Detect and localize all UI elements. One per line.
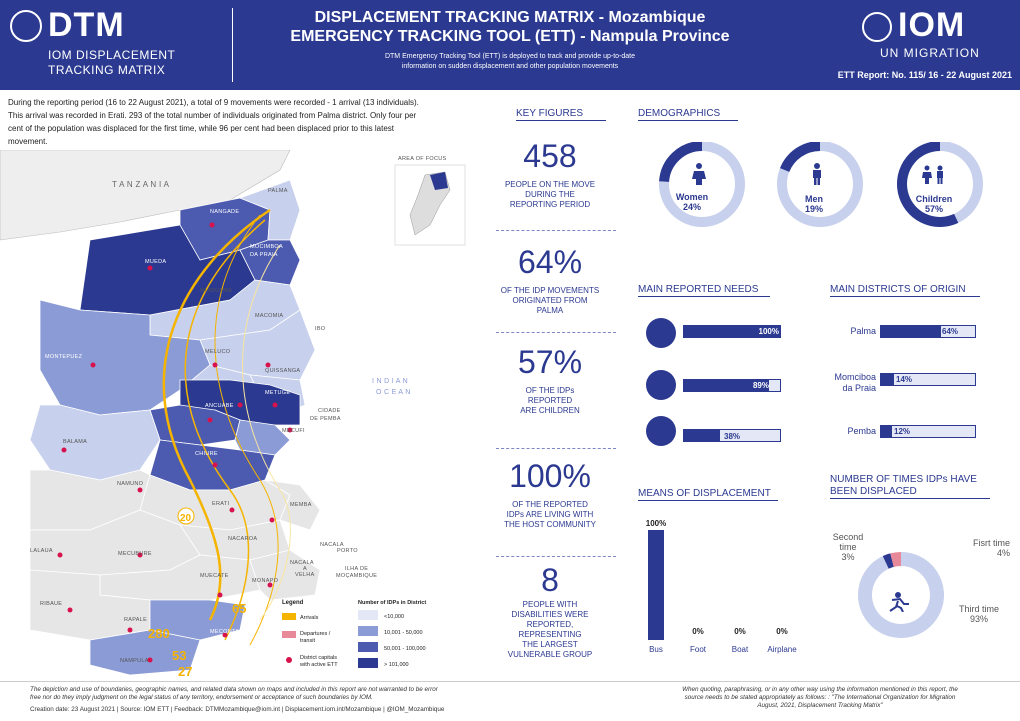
- need-value-shelter: 89%: [752, 381, 769, 390]
- svg-text:MUEDA: MUEDA: [145, 259, 167, 265]
- divider: [496, 556, 616, 557]
- svg-text:METUGE: METUGE: [265, 390, 291, 396]
- second-time-label: Second time 3%: [832, 532, 864, 562]
- means-category-label: Airplane: [767, 645, 797, 654]
- svg-text:NACALA: NACALA: [290, 560, 314, 566]
- kf-people-moving-number: 458: [523, 138, 577, 174]
- svg-text:IBO: IBO: [315, 326, 326, 332]
- first-time-label: Fisrt time 4%: [973, 538, 1010, 558]
- svg-text:Arrivals: Arrivals: [300, 615, 319, 621]
- svg-text:MELUCO: MELUCO: [205, 349, 231, 355]
- svg-text:NANGADE: NANGADE: [210, 209, 240, 215]
- credit-line: Creation date: 23 August 2021 | Source: IOM ETT | Feedback: DTMMozambique@iom.int | Displacement.iom.int/Mozambique | @IOM_Mozambique: [30, 706, 445, 713]
- need-value-food: 100%: [758, 327, 779, 336]
- svg-text:DA PRAIA: DA PRAIA: [250, 252, 278, 258]
- svg-text:MUECATE: MUECATE: [200, 573, 229, 579]
- svg-text:QUISSANGA: QUISSANGA: [265, 368, 301, 374]
- svg-text:Departures /: Departures /: [300, 631, 331, 637]
- svg-text:MONAPO: MONAPO: [252, 578, 279, 584]
- dtm-logo-subtitle: IOM DISPLACEMENT TRACKING MATRIX: [48, 48, 176, 77]
- svg-text:50,001 - 100,000: 50,001 - 100,000: [384, 646, 426, 652]
- svg-text:MECUFI: MECUFI: [282, 428, 305, 434]
- origin-value-palma: 64%: [942, 327, 959, 336]
- svg-text:Legend: Legend: [282, 600, 304, 606]
- svg-text:CHIURE: CHIURE: [195, 451, 218, 457]
- children-label: Children 57%: [915, 194, 953, 214]
- footer-divider: [0, 681, 1020, 682]
- woman-icon: [692, 163, 706, 185]
- svg-text:MECUBURE: MECUBURE: [118, 551, 152, 557]
- origin-name-pemba: Pemba: [847, 426, 876, 436]
- svg-text:10,001 - 50,000: 10,001 - 50,000: [384, 630, 423, 636]
- disclaimer: The depiction and use of boundaries, geographic names, and related data shown on maps and included in this report are not warranted to be error free nor do they imply judgment on the legal status of any territory, endorsement or acceptance of such boundaries by IOM.: [30, 686, 438, 701]
- children-icon: [922, 165, 946, 185]
- means-header: MEANS OF DISPLACEMENT: [638, 488, 778, 501]
- svg-text:BALAMA: BALAMA: [63, 439, 88, 445]
- svg-text:<10,000: <10,000: [384, 614, 405, 620]
- tanzania-label: T A N Z A N I A: [112, 180, 170, 189]
- arrival-count-nampula: 53: [172, 648, 187, 663]
- svg-text:Number of IDPs in District: Number of IDPs in District: [358, 600, 427, 606]
- women-label: Women 24%: [675, 192, 709, 212]
- kf-host-community-text: OF THE REPORTED IDPs ARE LIVING WITH THE HOST COMMUNITY: [504, 500, 596, 529]
- arrival-count-meconta: 65: [232, 601, 247, 616]
- svg-text:CIDADE: CIDADE: [318, 408, 341, 414]
- need-value-health: 38%: [724, 432, 741, 441]
- times-slice-0: [886, 560, 892, 562]
- svg-text:> 101,000: > 101,000: [384, 662, 409, 668]
- origin-value-pemba: 12%: [894, 427, 911, 436]
- men-label: Men 19%: [804, 194, 823, 214]
- origin-name-palma: Palma: [850, 326, 876, 336]
- kf-people-moving-text: PEOPLE ON THE MOVE DURING THE REPORTING PERIOD: [504, 180, 596, 209]
- origin-bar-mocimboa: [880, 373, 976, 386]
- svg-text:NACALA: NACALA: [320, 542, 344, 548]
- svg-text:ILHA DE: ILHA DE: [345, 566, 369, 572]
- svg-text:MOCIMBOA: MOCIMBOA: [250, 244, 283, 250]
- header-divider: [232, 8, 233, 82]
- svg-text:District capitals: District capitals: [300, 655, 337, 661]
- svg-text:MACOMIA: MACOMIA: [255, 313, 284, 319]
- means-bar-bus: [648, 530, 664, 640]
- dtm-logo-icon: [10, 10, 42, 42]
- svg-text:NAMUNO: NAMUNO: [117, 481, 144, 487]
- kf-children-text: OF THE IDPs REPORTED ARE CHILDREN: [520, 386, 580, 415]
- area-of-focus-label: AREA OF FOCUS: [398, 156, 447, 162]
- divider: [496, 230, 616, 231]
- kf-palma-text: OF THE IDP MOVEMENTS ORIGINATED FROM PALMA: [500, 286, 600, 315]
- means-category-label: Foot: [689, 645, 707, 654]
- svg-text:MONTEPUEZ: MONTEPUEZ: [45, 354, 83, 360]
- origin-value-mocimboa: 14%: [896, 375, 913, 384]
- origin-name-mocimboa: Momciboa da Praia: [834, 372, 876, 393]
- svg-text:A: A: [303, 566, 307, 572]
- ocean-label: I N D I A N: [372, 378, 408, 385]
- kf-children-number: 57%: [517, 344, 583, 380]
- means-of-displacement-chart: [638, 520, 798, 660]
- svg-text:LALAUA: LALAUA: [30, 548, 53, 554]
- needs-header: MAIN REPORTED NEEDS: [638, 284, 770, 297]
- svg-text:NACAROA: NACAROA: [228, 536, 258, 542]
- health-icon: [646, 416, 676, 446]
- demographics-header: DEMOGRAPHICS: [638, 108, 738, 121]
- svg-text:RAPALE: RAPALE: [124, 617, 148, 623]
- man-icon: [810, 163, 824, 185]
- svg-text:ANCUABE: ANCUABE: [205, 403, 234, 409]
- district-balama: [30, 405, 160, 480]
- food-bag-icon: [646, 318, 676, 348]
- key-figures-header: KEY FIGURES: [516, 108, 606, 121]
- citation-note: When quoting, paraphrasing, or in any other way using the information mentioned in this report, the source needs to be stated appropriately as follows: : "The International Organization for Migration August, 2021, Displacement Tracking Matrix": [682, 686, 958, 709]
- origin-bar-palma: [880, 325, 976, 338]
- times-displaced-header: NUMBER OF TIMES IDPs HAVE BEEN DISPLACED: [830, 474, 990, 499]
- ocean-label: O C E A N: [376, 389, 411, 396]
- means-value-label: 0%: [692, 627, 704, 636]
- means-category-label: Boat: [731, 645, 749, 654]
- divider: [496, 448, 616, 449]
- svg-text:ERATI: ERATI: [212, 501, 230, 507]
- arrival-count-mogovolas: 27: [178, 664, 193, 679]
- svg-text:MUIDUMBE: MUIDUMBE: [200, 288, 233, 294]
- intro-paragraph: During the reporting period (16 to 22 August 2021), a total of 9 movements were recorded - 1 arrival (13 individuals). This arrival was recorded in Erati. 293 of the total number of individuals originated from Palma district. Only four per cent of the population was displaced for the first time, while 96 per cent had been displaced prior to this latest movement.: [8, 98, 419, 146]
- iom-logo-subtitle: UN MIGRATION: [880, 46, 980, 60]
- arrival-count-erati: 20: [180, 513, 192, 524]
- report-number: ETT Report: No. 115/ 16 - 22 August 2021: [837, 70, 1012, 80]
- svg-text:NAMPULA: NAMPULA: [120, 658, 149, 664]
- means-category-label: Bus: [649, 645, 663, 654]
- kf-disabilities-text: PEOPLE WITH DISABILITIES WERE REPORTED, REPRESENTING THE LARGEST VULNERABLE GROUP: [507, 600, 593, 659]
- means-value-label: 100%: [645, 520, 667, 528]
- dtm-logo-text: DTM: [48, 6, 125, 44]
- svg-text:PALMA: PALMA: [268, 188, 288, 194]
- means-value-label: 0%: [776, 627, 788, 636]
- running-person-icon: [884, 592, 914, 612]
- arrival-count-rapale: 280: [148, 626, 170, 641]
- svg-text:MOÇAMBIQUE: MOÇAMBIQUE: [336, 573, 378, 579]
- iom-logo-text: IOM: [898, 6, 966, 44]
- origins-header: MAIN DISTRICTS OF ORIGIN: [830, 284, 980, 297]
- svg-text:transit: transit: [300, 638, 315, 644]
- svg-text:RIBAUE: RIBAUE: [40, 601, 63, 607]
- svg-text:DE PEMBA: DE PEMBA: [310, 416, 341, 422]
- report-description: DTM Emergency Tracking Tool (ETT) is deployed to track and provide up-to-date information on sudden displacement and other population movements: [384, 53, 636, 70]
- svg-text:MEMBA: MEMBA: [290, 502, 312, 508]
- svg-text:MECONTA: MECONTA: [210, 629, 240, 635]
- iom-globe-icon: [862, 12, 892, 42]
- times-slice-1: [892, 559, 901, 560]
- kf-palma-number: 64%: [517, 244, 583, 280]
- svg-text:VELHA: VELHA: [295, 572, 315, 578]
- nampula-province-map: [0, 150, 490, 685]
- third-time-label: Third time 93%: [958, 604, 999, 624]
- means-value-label: 0%: [734, 627, 746, 636]
- report-title: DISPLACEMENT TRACKING MATRIX - Mozambique EMERGENCY TRACKING TOOL (ETT) - Nampula Province: [290, 9, 730, 45]
- divider: [496, 332, 616, 333]
- svg-text:PORTO: PORTO: [337, 548, 358, 554]
- kf-disabilities-number: 8: [541, 562, 559, 598]
- kf-host-community-number: 100%: [509, 458, 591, 494]
- shelter-icon: [646, 370, 676, 400]
- svg-text:with active ETT: with active ETT: [300, 662, 338, 668]
